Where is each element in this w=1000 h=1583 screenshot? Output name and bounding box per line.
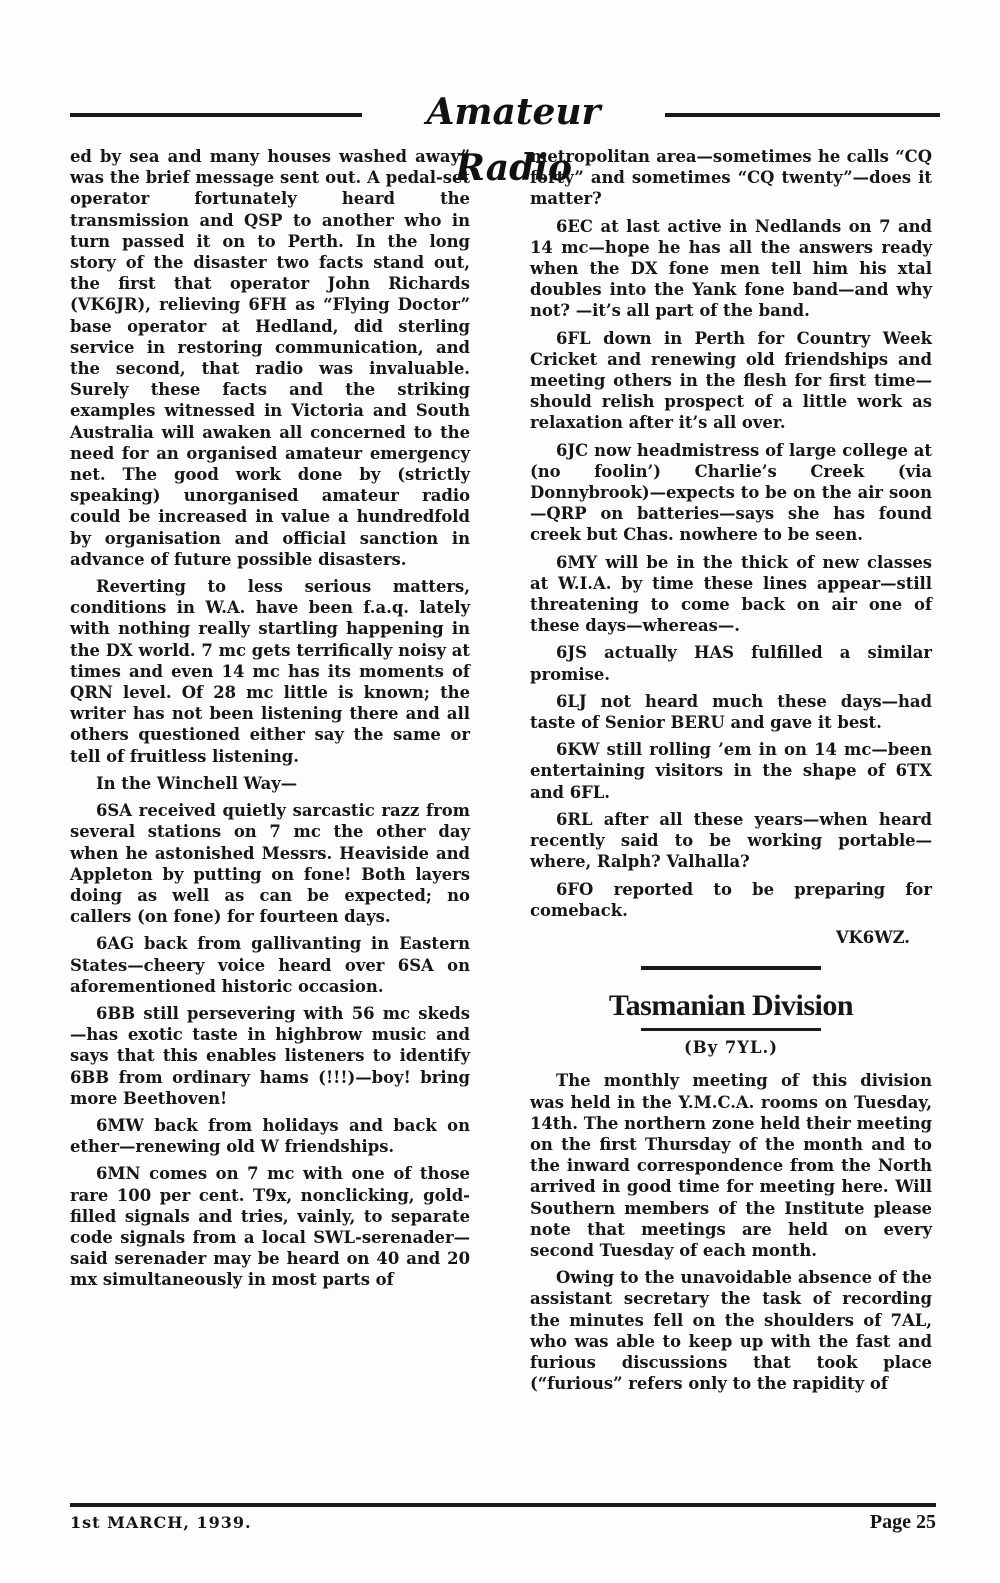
paragraph: 6KW still rolling ’em in on 14 mc—been entertaining visitors in the shape of 6TX and 6FL.	[530, 740, 932, 802]
paragraph: 6MY will be in the thick of new classes at W.I.A. by time these lines appear—still threatening to come back on air one of these days—whereas—.	[530, 552, 932, 636]
paragraph: ed by sea and many houses washed away” was the brief message sent out. A pedal-set operator fortunately heard the transmission and QSP to another who in turn passed it on to Perth. In the long story of the disaster two facts stand out, the first that operator John Richards (VK6JR), relieving 6FH as “Flying Doctor” base operator at Hedland, did sterling service in restoring communication, and the second, that radio was invaluable. Surely these facts and the striking examples witnessed in Victoria and South Australia will awaken all concerned to the need for an organised amateur emergency net. The good work done by (strictly speaking) unorganised amateur radio could be increased in value a hundredfold by organisation and official sanction in advance of future possible disasters.	[70, 147, 470, 569]
masthead-rule-left	[70, 113, 362, 117]
section-title: Tasmanian Division	[608, 989, 854, 1023]
right-column	[530, 146, 932, 1400]
paragraph: 6JC now headmistress of large college at (no foolin’) Charlie’s Creek (via Donnybrook)—expects to be on the air soon—QRP on batteries—says she has found creek but Chas. nowhere to be seen.	[530, 440, 932, 545]
signature: VK6WZ.	[835, 927, 910, 947]
paragraph: 6FL down in Perth for Country Week Cricket and renewing old friendships and meeting others in the flesh for first time—should relish prospect of a little work as relaxation after it’s all over.	[530, 328, 932, 433]
section-divider	[641, 966, 821, 970]
paragraph: 6MN comes on 7 mc with one of those rare 100 per cent. T9x, nonclicking, gold-filled signals and tries, vainly, to separate code signals from a local SWL-serenader—said serenader may be heard on 40 and 20 mx simultaneously in most parts of	[70, 1164, 470, 1290]
paragraph: In the Winchell Way—	[96, 773, 298, 793]
byline: (By 7YL.)	[684, 1038, 778, 1058]
paragraph: 6BB still persevering with 56 mc skeds—has exotic taste in highbrow music and says that this enables listeners to identify 6BB from ordinary hams (!!!)—boy! bring more Beethoven!	[70, 1003, 470, 1108]
paragraph: 6AG back from gallivanting in Eastern States—cheery voice heard over 6SA on aforementioned historic occasion.	[70, 934, 470, 996]
masthead-rule-right	[665, 113, 940, 117]
paragraph: The monthly meeting of this division was held in the Y.M.C.A. rooms on Tuesday, 14th. The northern zone held their meeting on the first Thursday of the month and to the inward correspondence from the North arrived in good time for meeting here. Will Southern members of the Institute please note that meetings are held on every second Tuesday of each month.	[530, 1071, 932, 1260]
paragraph: metropolitan area—sometimes he calls “CQ forty” and sometimes “CQ twenty”—does it matter?	[530, 147, 932, 209]
footer-rule	[70, 1503, 936, 1507]
paragraph: 6RL after all these years—when heard recently said to be working portable—where, Ralph? Valhalla?	[530, 809, 932, 872]
paragraph: Owing to the unavoidable absence of the assistant secretary the task of recording the minutes fell on the shoulders of 7AL, who was able to keep up with the fast and furious discussions that took place (“furious” refers only to the rapidity of	[530, 1268, 932, 1394]
left-column	[70, 146, 470, 1297]
paragraph: 6JS actually HAS fulfilled a similar promise.	[530, 643, 932, 684]
paragraph: 6FO reported to be preparing for comeback.	[530, 879, 932, 920]
paragraph: 6EC at last active in Nedlands on 7 and 14 mc—hope he has all the answers ready when the DX fone men tell him his xtal doubles into the Yank fone band—and why not? —it’s all part of the band.	[530, 216, 932, 321]
page-number: Page 25	[869, 1511, 936, 1533]
title-underline	[641, 1028, 821, 1031]
paragraph: 6LJ not heard much these days—had taste of Senior BERU and gave it best.	[530, 691, 932, 733]
paragraph: 6SA received quietly sarcastic razz from several stations on 7 mc the other day when he astonished Messrs. Heaviside and Appleton by putting on fone! Both layers doing as well as can be expected; no callers (on fone) for fourteen days.	[70, 801, 470, 927]
masthead-title: Amateur Radio	[426, 91, 601, 189]
paragraph: Reverting to less serious matters, conditions in W.A. have been f.a.q. lately with nothing really startling happening in the DX world. 7 mc gets terrifically noisy at times and even 14 mc has its moments of QRN level. Of 28 mc little is known; the writer has not been listening there and all others questioned either say the same or tell of fruitless listening.	[70, 577, 470, 766]
issue-date: 1st MARCH, 1939.	[70, 1513, 252, 1532]
paragraph: 6MW back from holidays and back on ether—renewing old W friendships.	[70, 1115, 470, 1157]
